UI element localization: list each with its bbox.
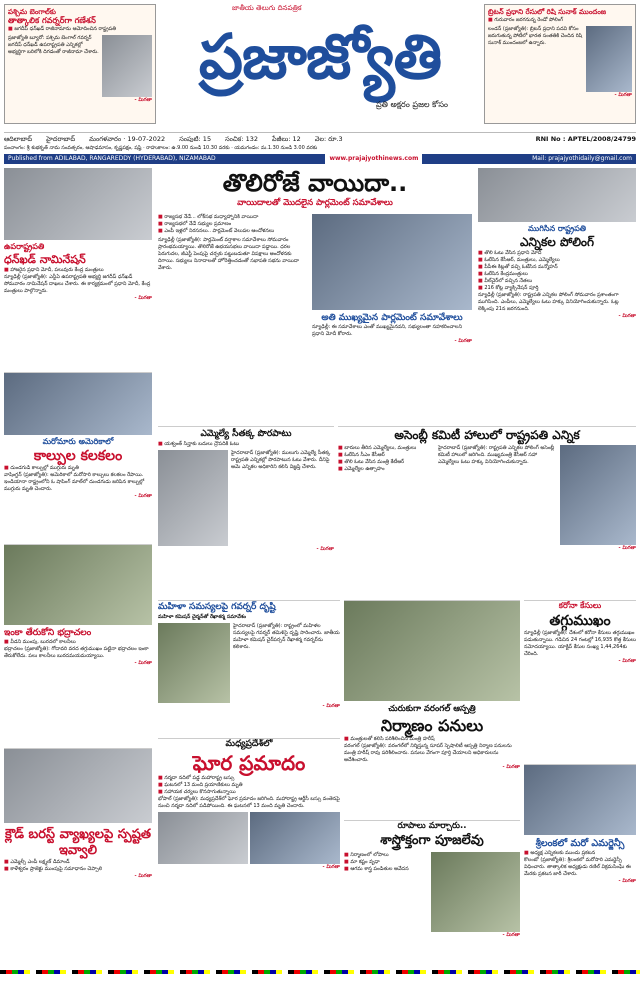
masthead-slogan: ప్రతి అక్షరం ప్రజల కోసం [375, 100, 448, 109]
left-promo-more[interactable]: - మిగతా [134, 97, 152, 103]
dhankhar-body: న్యూఢిల్లీ (ప్రజాజ్యోతి): ఎన్డీఏ ఉపరాష్ట్రపతి అభ్యర్థి జగదీప్ ధన్‌ఖడ్ సోమవారం నామినేషన్ దాఖలు చేశారు. ఈ కార్యక్రమంలో ప్రధాని మోదీ, కేంద్ర మంత్రులు పాల్గొన్నారు. [4, 274, 151, 294]
left-promo-kicker: పశ్చిమ బెంగాల్‌కు [8, 8, 56, 16]
poll-kicker: ముగిసిన రాష్ట్రపతి [527, 224, 587, 233]
assembly-bullet-3: ■ తొలి ఓటు వేసిన మంత్రి కేటీఆర్ [338, 459, 434, 466]
poll-body: న్యూఢిల్లీ (ప్రజాజ్యోతి): రాష్ట్రపతి ఎన్నికల పోలింగ్ సోమవారం ప్రశాంతంగా ముగిసింది. ఎంపీలు, ఎమ్మెల్యేలు ఓటు హక్కు వినియోగించుకున్నారు. ఓట్ల లెక్కింపు 21న జరగనుంది. [478, 292, 619, 312]
puja-more[interactable]: - మిగతా [502, 932, 520, 938]
poll-bullet-2: ■ ఓటేసిన కేసీఆర్, మంత్రులు, ఎమ్మెల్యేలు [478, 257, 636, 264]
poll-bullet-5: ■ వీల్‌చైర్‌లో వచ్చిన నేతలు [478, 278, 636, 285]
lead-headline: తొలిరోజే వాయిదా.. [222, 169, 408, 197]
left-promo-bullet: ■ జగదీప్ ధన్‌ఖడ్ రాజీనామాను ఆమోదించిన రాష్ట్రపతి [8, 26, 152, 33]
masthead [162, 4, 478, 128]
left-promo-photo [102, 35, 152, 97]
corona-kicker: కరోనా కేసులు [558, 601, 602, 610]
warangal-headline: నిర్మాణం పనులు [380, 716, 484, 735]
right-promo-bullet: ■ గురువారం జరగనున్న రెండో పోలింగ్ [488, 17, 632, 24]
assembly-story[interactable] [338, 426, 636, 596]
corona-story[interactable] [524, 600, 636, 760]
lead-bullet-3: ■ ఎంపీ ఇళ్లలో నిరసనలు.. పార్లమెంట్ వెలుపల ఆందోళనలు [158, 228, 308, 235]
right-promo-kicker: బ్రిటన్ ప్రధాని రేసులో రిషి సునాక్ ముందంజ [488, 8, 606, 16]
srilanka-photo [524, 765, 636, 835]
mp-bullet-1: ■ నర్మదా నదిలో పడ్డ మహారాష్ట్ర బస్సు [158, 775, 340, 782]
right-promo[interactable] [484, 4, 636, 124]
warangal-kicker: చురుకుగా వరంగల్ ఆస్పత్రి [388, 704, 476, 714]
lead-caption-body: న్యూఢిల్లీ: ఈ సమావేశాలు ఎంతో ముఖ్యమైనవని, సభ్యులంతా సహకరించాలని ప్రధాని మోదీ కోరారు. [312, 324, 462, 337]
mp-kicker: మధ్యప్రదేశ్‌లో [225, 739, 273, 749]
governor-story[interactable] [158, 600, 340, 734]
america-headline: కాల్పుల కలకలం [33, 448, 123, 464]
puja-kicker: రూపాలు మార్చారు.. [397, 821, 467, 831]
assembly-more[interactable]: - మిగతా [618, 545, 636, 551]
srilanka-more[interactable]: - మిగతా [618, 878, 636, 884]
bhadrachalam-bullet: ■ వీడని ముంపు, బురదలో కాలనీలు [4, 639, 152, 646]
left-promo-headline: తాత్కాలిక గవర్నర్‌గా గణేశన్ [8, 16, 96, 25]
dateline-date: మంగళవారం · 19-07-2022 [89, 135, 166, 143]
masthead-title: ప్రజాజ్యోతి [198, 20, 442, 93]
dateline-issue: సంచిక: 132 [225, 135, 258, 143]
bhadrachalam-photo [4, 545, 152, 625]
seethakka-bullet: ■ యశ్వంత్ సిన్హాకు బదులు ద్రౌపదికి ఓటు [158, 441, 334, 448]
poll-headline: ఎన్నికల పోలింగ్ [520, 235, 594, 249]
dhankhar-photo [4, 168, 152, 240]
governor-headline: మహిళా సమస్యలపై గవర్నర్ దృష్టి [158, 602, 276, 612]
poll-bullet-1: ■ తొలి ఓటు వేసిన ప్రధాని మోదీ [478, 250, 636, 257]
lead-story[interactable] [158, 168, 472, 422]
mp-more[interactable]: - మిగతా [322, 864, 340, 870]
corona-more[interactable]: - మిగతా [618, 658, 636, 664]
mp-headline: ఘోర ప్రమాదం [192, 751, 306, 775]
lead-body: న్యూఢిల్లీ (ప్రజాజ్యోతి): పార్లమెంట్ వర్షాకాల సమావేశాలు సోమవారం ప్రారంభమయ్యాయి. తొలిరోజే ఉభయసభలు వాయిదా పడ్డాయి. ధరల పెరుగుదల, జీఎస్టీ పెంపుపై చర్చకు పట్టుబడుతూ విపక్షాలు ఆందోళనకు దిగాయి. సభ్యులు నినాదాలతో హోరెత్తించడంతో సభాపతి సభను వాయిదా వేశారు. [158, 237, 300, 271]
puja-story[interactable] [344, 820, 520, 964]
lead-more[interactable]: - మిగతా [454, 338, 472, 344]
mp-photo-2 [250, 812, 340, 864]
dhankhar-bullet: ■ హాజరైన ప్రధాని మోదీ, పలువురు కేంద్ర మంత్రులు [4, 267, 152, 274]
seethakka-headline: ఎమ్మెల్యే సీతక్క పొరపాటు [200, 429, 292, 439]
poll-story[interactable] [478, 168, 636, 422]
bhadrachalam-more[interactable]: - మిగతా [134, 660, 152, 666]
bhadrachalam-headline: ఇంకా తేరుకోని భద్రాచలం [4, 628, 92, 638]
seethakka-photo [158, 450, 228, 546]
puja-bullet-2: ■ మా కష్టం వృధా [344, 859, 428, 866]
lead-bullet-1: ■ రాజ్యసభ నేడే... లోక్‌సభ మధ్యాహ్నానికి వాయిదా [158, 214, 308, 221]
corona-body: న్యూఢిల్లీ (ప్రజాజ్యోతి): దేశంలో కరోనా కేసులు తగ్గుముఖం పడుతున్నాయి. గడిచిన 24 గంటల్లో 16,935 కొత్త కేసులు నమోదయ్యాయి. యాక్టివ్ కేసుల సంఖ్య 1,44,264కు చేరింది. [524, 630, 636, 657]
bar-web[interactable]: www.prajajyothinews.com [325, 154, 422, 164]
america-story[interactable] [4, 372, 152, 532]
mp-bullet-2: ■ ఘటనలో 13 మంది ప్రయాణికులు మృతి [158, 782, 340, 789]
bar-published: Published from ADILABAD, RANGAREDDY (HYDERABAD), NIZAMABAD [8, 155, 216, 162]
puja-bullet-3: ■ ఆగమ శాస్త్ర పండితుల ఆవేదన [344, 866, 428, 873]
right-promo-photo [586, 26, 632, 92]
blue-bar [4, 154, 636, 164]
america-more[interactable]: - మిగతా [134, 493, 152, 499]
left-promo[interactable] [4, 4, 156, 124]
dhankhar-headline: ధన్‌ఖడ్ నామినేషన్ [4, 253, 86, 266]
srilanka-body: కొలంబో (ప్రజాజ్యోతి): శ్రీలంకలో మరోసారి ఎమర్జెన్సీ విధించారు. తాత్కాలిక అధ్యక్షుడు రణిల్ విక్రమసింఘే ఈ మేరకు ప్రకటన జారీ చేశారు. [524, 857, 631, 877]
cloudburst-photo [4, 749, 152, 823]
america-kicker: మరోమారు అమెరికాలో [42, 437, 114, 446]
warangal-story[interactable] [344, 600, 520, 816]
poll-bullet-6: ■ 216 కోట్ల వ్యాక్సినేషన్ పూర్తి [478, 285, 636, 292]
left-promo-body: ప్రజాజ్యోతి బ్యూరో: పశ్చిమ బెంగాల్ గవర్నర్ జగదీప్ ధన్‌ఖడ్ ఉపరాష్ట్రపతి ఎన్నికల్లో అభ్యర్థిగా బరిలోకి దిగడంతో రాజీనామా చేశారు. [8, 35, 99, 55]
bhadrachalam-story[interactable] [4, 544, 152, 734]
cloudburst-bullet-1: ■ ఎమ్మెల్సీ ఎంపీ లక్ష్మణ్ డిమాండ్ [4, 859, 152, 866]
mp-bullet-3: ■ సహాయక చర్యలు కొనసాగుతున్నాయి [158, 789, 340, 796]
lead-subhead: వాయిదాలతో మొదలైన పార్లమెంట్ సమావేశాలు [237, 198, 393, 208]
dhankhar-story[interactable] [4, 168, 152, 358]
dateline-price: వెల: రూ.3 [314, 135, 343, 143]
dhankhar-more[interactable]: - మిగతా [134, 295, 152, 301]
assembly-photo [560, 445, 636, 545]
america-body: వాషింగ్టన్ (ప్రజాజ్యోతి): అమెరికాలో మరోసారి కాల్పులు కలకలం రేపాయి. ఇండియానా రాష్ట్రంలోని ఓ షాపింగ్ మాల్‌లో దుండగుడు జరిపిన కాల్పుల్లో ముగ్గురు మృతి చెందారు. [4, 472, 145, 492]
assembly-bullet-1: ■ బారులు తీరిన ఎమ్మెల్యేలు, మంత్రులు [338, 445, 434, 452]
cloudburst-bullet-2: ■ కాళేశ్వరం ప్రాజెక్టు ముంపుపై సమాధానం చెప్పాలి [4, 866, 152, 873]
lead-photo-caption: అతి ముఖ్యమైన పార్లమెంట్ సమావేశాలు [321, 313, 463, 323]
mp-photo-1 [158, 812, 248, 864]
mp-body: భోపాల్ (ప్రజాజ్యోతి): మధ్యప్రదేశ్‌లో ఘోర ప్రమాదం జరిగింది. మహారాష్ట్ర ఆర్టీసీ బస్సు వంతెనపై నుంచి నర్మదా నదిలో పడిపోయింది. ఈ ఘటనలో 13 మంది మృతి చెందారు. [158, 796, 340, 809]
dateline-pages: పేజీలు: 12 [271, 135, 301, 143]
seethakka-body: హైదరాబాద్ (ప్రజాజ్యోతి): ములుగు ఎమ్మెల్యే సీతక్క రాష్ట్రపతి ఎన్నికల్లో పొరపాటున ఓటు వేశారు. దీనిపై ఆమె ఎన్నికల అధికారిని కలిసి విజ్ఞప్తి చేశారు. [231, 450, 331, 470]
color-registration-strip [0, 970, 640, 974]
dateline-city2: హైదరాబాద్ [46, 135, 76, 143]
dhankhar-kicker: ఉపరాష్ట్రపతి [4, 242, 45, 251]
right-promo-body: లండన్ (ప్రజాజ్యోతి): బ్రిటన్ ప్రధాని పదవి కోసం జరుగుతున్న పోటీలో భారత సంతతికి చెందిన రిషి సునాక్ ముందంజలో ఉన్నారు. [488, 26, 583, 46]
cloudburst-headline: క్లౌడ్ బరస్ట్ వ్యాఖ్యలపై స్పష్టత ఇవ్వాలి [5, 827, 151, 858]
warangal-photo [344, 601, 520, 701]
panchangam: పంచాంగం: శ్రీ శుభకృత్ నామ సంవత్సరం, ఆషాఢమాసం, కృష్ణపక్షం, షష్ఠి · రాహుకాలం: ఉ.9.00 నుండి 10.30 వరకు · యమగండం: మ.1.30 నుండి 3.00 వరకు [4, 145, 318, 151]
bhadrachalam-body: భద్రాచలం (ప్రజాజ్యోతి): గోదావరి వరద తగ్గుముఖం పట్టినా భద్రాచలం ఇంకా తేరుకోలేదు. పలు కాలనీలు బురదమయమయ్యాయి. [4, 646, 149, 659]
srilanka-headline: శ్రీలంకలో మరో ఎమర్జెన్సీ [535, 838, 625, 849]
corona-headline: తగ్గుముఖం [549, 613, 611, 629]
seethakka-more[interactable]: - మిగతా [316, 546, 334, 552]
puja-bullet-1: ■ నిర్మాణంలో లోపాలు [344, 852, 428, 859]
seethakka-story[interactable] [158, 426, 334, 596]
srilanka-bullet: ■ అధ్యక్ష ఎన్నికలకు ముందు ప్రకటన [524, 850, 636, 857]
puja-headline: శాస్త్రోక్తంగా పూజలేవు [380, 833, 484, 848]
assembly-bullet-2: ■ ఓటేసిన సీఎం కేసీఆర్ [338, 452, 434, 459]
cloudburst-story[interactable] [4, 748, 152, 958]
dateline-city1: ఆదిలాబాద్ [4, 135, 33, 143]
poll-photo [478, 168, 636, 222]
bar-mail[interactable]: Mail: prajajyothidaily@gmail.com [532, 155, 632, 162]
warangal-more[interactable]: - మిగతా [502, 764, 520, 770]
puja-photo [431, 852, 520, 932]
governor-photo [158, 623, 230, 703]
america-bullet: ■ దుండగుడి కాల్పుల్లో ముగ్గురు మృతి [4, 465, 152, 472]
assembly-body: హైదరాబాద్ (ప్రజాజ్యోతి): రాష్ట్రపతి ఎన్నికల పోలింగ్ అసెంబ్లీ కమిటీ హాలులో జరిగింది. ముఖ్యమంత్రి కేసీఆర్ సహా ఎమ్మెల్యేలు ఓటు హక్కు వినియోగించుకున్నారు. [438, 445, 555, 465]
srilanka-story[interactable] [524, 764, 636, 964]
assembly-bullet-4: ■ ఎమ్మెల్యేల ఉత్సాహం [338, 466, 434, 473]
dateline-volume: సంపుటి: 15 [179, 135, 212, 143]
america-photo [4, 373, 152, 435]
dateline-rni: RNI No : APTEL/2008/24799 [535, 135, 636, 143]
poll-bullet-3: ■ పీపీఈ కిట్లతో వచ్చి ఓటేసిన మన్మోహన్ [478, 264, 636, 271]
masthead-tagline: జాతీయ తెలుగు దినపత్రిక [232, 4, 302, 12]
lead-bullet-2: ■ రాజ్యసభలో నేడే సభ్యుల ప్రమాణం [158, 221, 308, 228]
poll-more[interactable]: - మిగతా [618, 313, 636, 319]
warangal-body: వరంగల్ (ప్రజాజ్యోతి): వరంగల్‌లో నిర్మిస్తున్న సూపర్ స్పెషాలిటీ ఆస్పత్రి నిర్మాణ పనులను మంత్రి హరీష్ రావు పరిశీలించారు. పనులు వేగంగా పూర్తి చేయాలని అధికారులను ఆదేశించారు. [344, 743, 512, 763]
poll-bullet-4: ■ ఓటేసిన కేంద్రమంత్రులు [478, 271, 636, 278]
governor-body: హైదరాబాద్ (ప్రజాజ్యోతి): రాష్ట్రంలో మహిళల సమస్యలపై గవర్నర్ తమిళిసై దృష్టి సారించారు. జాతీయ మహిళా కమిషన్ చైర్‌పర్సన్ రేఖాశర్మ గవర్నర్‌ను కలిశారు. [233, 623, 340, 650]
assembly-headline: అసెంబ్లీ కమిటీ హాలులో రాష్ట్రపతి ఎన్నిక [394, 428, 580, 442]
warangal-bullet: ■ మంత్రులతో కలిసి పరిశీలించిన మంత్రి హరీష్ [344, 736, 520, 743]
governor-more[interactable]: - మిగతా [322, 703, 340, 709]
lead-photo [312, 214, 472, 310]
right-promo-more[interactable]: - మిగతా [614, 92, 632, 98]
mp-story[interactable] [158, 738, 340, 964]
governor-subhead: మహిళా కమిషన్ చైర్మన్‌తో రేఖాశర్మ సమావేశం [158, 614, 247, 620]
cloudburst-more[interactable]: - మిగతా [134, 873, 152, 879]
dateline [4, 132, 636, 144]
